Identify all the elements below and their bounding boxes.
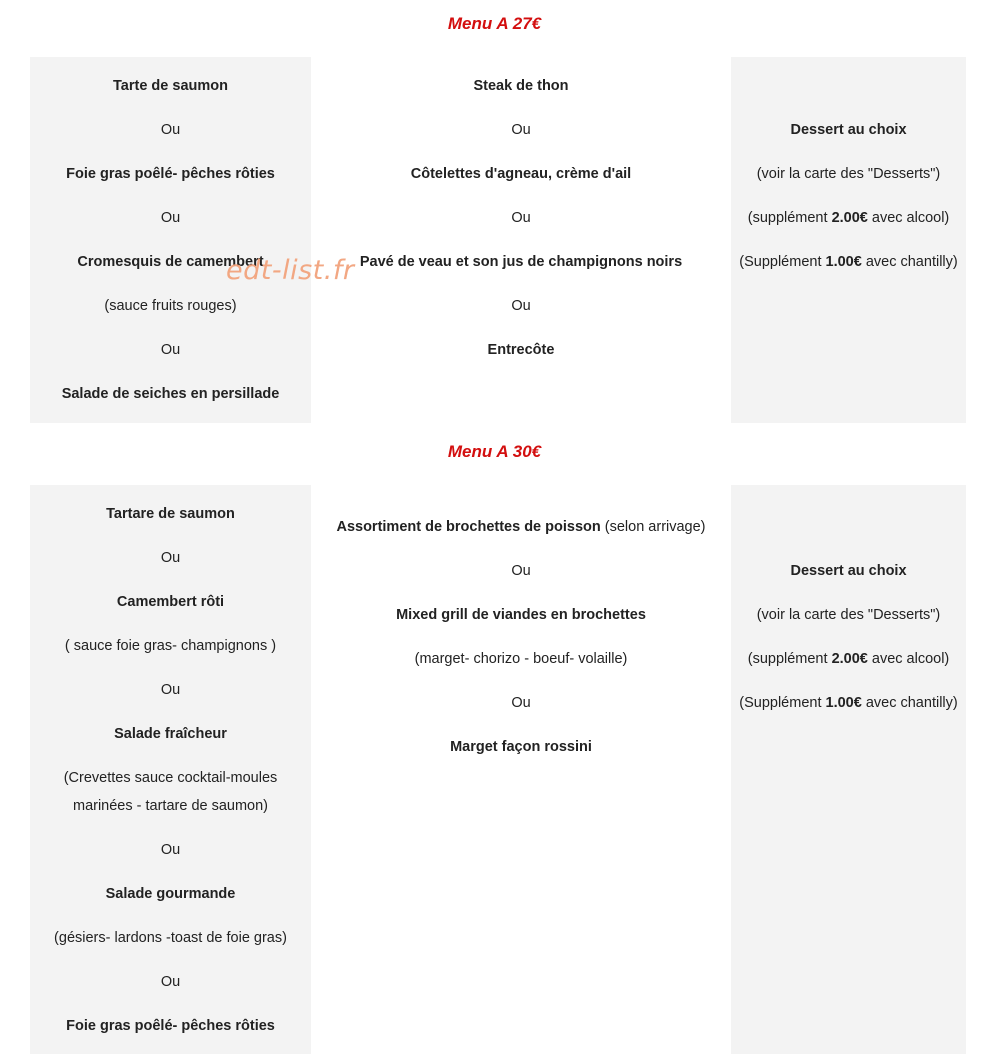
dish: Marget façon rossini [450, 739, 592, 755]
or-separator: Ou [511, 122, 531, 138]
dessert-title: Dessert au choix [790, 122, 907, 138]
dish: Camembert rôti [116, 594, 225, 610]
dish-note: ( sauce foie gras- champignons ) [64, 638, 277, 654]
dish: Foie gras poêlé- pêches rôties [66, 166, 275, 182]
dessert-supplement-chantilly: (Supplément 1.00€ avec chantilly) [739, 254, 958, 270]
or-separator: Ou [511, 563, 531, 579]
dessert-title: Dessert au choix [790, 563, 907, 579]
dish: Salade fraîcheur [114, 726, 227, 742]
or-separator: Ou [160, 122, 181, 138]
dish-note: marinées - tartare de saumon) [72, 798, 269, 814]
dish: Côtelettes d'agneau, crème d'ail [410, 166, 632, 182]
dish: Pavé de veau et son jus de champignons noirs [359, 254, 683, 270]
dish-note: (Crevettes sauce cocktail-moules [63, 770, 278, 786]
desserts-column [731, 485, 966, 1054]
or-separator: Ou [160, 550, 181, 566]
menu-title: Menu A 30€ [447, 442, 542, 461]
dish: Assortiment de brochettes de poisson (selon arrivage) [336, 519, 706, 535]
dessert-supplement-alcohol: (supplément 2.00€ avec alcool) [747, 651, 950, 667]
desserts-column [731, 57, 966, 423]
or-separator: Ou [511, 298, 531, 314]
entrees-column [30, 485, 311, 1054]
dish: Tartare de saumon [106, 506, 235, 522]
dish: Salade de seiches en persillade [61, 386, 280, 402]
or-separator: Ou [160, 974, 181, 990]
or-separator: Ou [160, 210, 181, 226]
dessert-supplement-chantilly: (Supplément 1.00€ avec chantilly) [739, 695, 958, 711]
dish: Foie gras poêlé- pêches rôties [66, 1018, 275, 1034]
dish: Cromesquis de camembert [77, 254, 264, 270]
dish: Tarte de saumon [113, 78, 228, 94]
entrees-column [30, 57, 311, 423]
dessert-note: (voir la carte des "Desserts") [756, 166, 941, 182]
or-separator: Ou [160, 842, 181, 858]
watermark: edt-list.fr [226, 255, 355, 286]
dish-note: (gésiers- lardons -toast de foie gras) [54, 930, 287, 946]
dish: Mixed grill de viandes en brochettes [396, 607, 646, 623]
or-separator: Ou [511, 695, 531, 711]
dish: Salade gourmande [105, 886, 236, 902]
plats-column [330, 57, 712, 423]
dessert-note: (voir la carte des "Desserts") [756, 607, 941, 623]
dish: Entrecôte [487, 342, 555, 358]
plats-column [330, 485, 712, 1054]
dessert-supplement-alcohol: (supplément 2.00€ avec alcool) [747, 210, 950, 226]
or-separator: Ou [160, 682, 181, 698]
menu-title: Menu A 27€ [447, 14, 542, 33]
dish-note: (sauce fruits rouges) [104, 298, 237, 314]
or-separator: Ou [511, 210, 531, 226]
or-separator: Ou [160, 342, 181, 358]
dish-note: (marget- chorizo - boeuf- volaille) [414, 651, 628, 667]
dish: Steak de thon [473, 78, 569, 94]
